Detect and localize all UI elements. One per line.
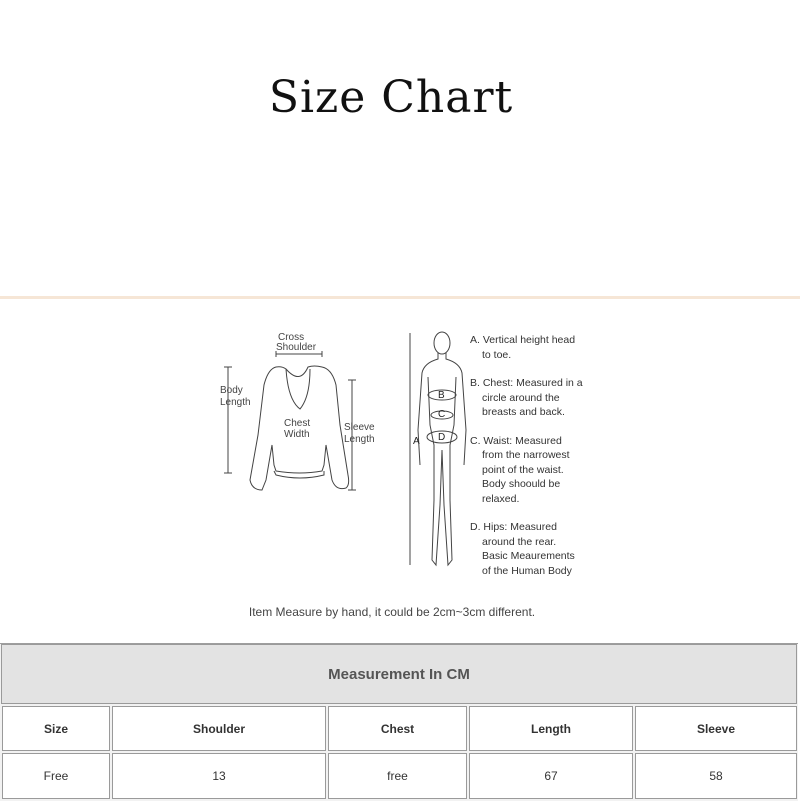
cell-shoulder: 13 bbox=[112, 753, 326, 799]
header-shoulder: Shoulder bbox=[112, 706, 326, 751]
cross-shoulder-label-2: Shoulder bbox=[276, 342, 317, 353]
cell-length: 67 bbox=[469, 753, 633, 799]
body-label-c: C bbox=[438, 409, 446, 420]
body-label-d: D bbox=[438, 432, 446, 443]
cell-sleeve: 58 bbox=[635, 753, 797, 799]
body-label-a: A bbox=[413, 436, 420, 447]
cross-shoulder-label-1: Cross bbox=[278, 332, 305, 343]
header-chest: Chest bbox=[328, 706, 467, 751]
cell-chest: free bbox=[328, 753, 467, 799]
page-title: Size Chart bbox=[268, 72, 514, 123]
header-size: Size bbox=[2, 706, 110, 751]
cell-size: Free bbox=[2, 753, 110, 799]
human-figure bbox=[410, 332, 466, 565]
divider bbox=[0, 296, 800, 299]
measurement-notes bbox=[470, 333, 583, 592]
header-length: Length bbox=[469, 706, 633, 751]
measurement-table bbox=[0, 643, 798, 801]
sleeve-length-label-2: Length bbox=[344, 434, 375, 445]
measurement-illustration bbox=[210, 325, 470, 575]
body-length-label-1: Body bbox=[220, 385, 243, 396]
body-label-b: B bbox=[438, 390, 445, 401]
body-length-label-2: Length bbox=[220, 397, 251, 408]
table-caption: Measurement In CM bbox=[1, 644, 797, 704]
sleeve-length-label-1: Sleeve bbox=[344, 422, 375, 433]
chest-width-label-2: Width bbox=[284, 429, 310, 440]
header-sleeve: Sleeve bbox=[635, 706, 797, 751]
disclaimer: Item Measure by hand, it could be 2cm~3cm different. bbox=[248, 605, 536, 619]
note-a: A. Vertical height head to toe. bbox=[470, 334, 576, 361]
chest-width-label-1: Chest bbox=[284, 418, 311, 429]
note-d: D. Hips: Measured around the rear. Basic Meaurements of the Human Body bbox=[470, 521, 575, 577]
note-c: C. Waist: Measured from the narrowest point of the waist. Body shoould be relaxed. bbox=[470, 434, 570, 505]
note-b: B. Chest: Measured in a circle around the breasts and back. bbox=[470, 377, 583, 418]
